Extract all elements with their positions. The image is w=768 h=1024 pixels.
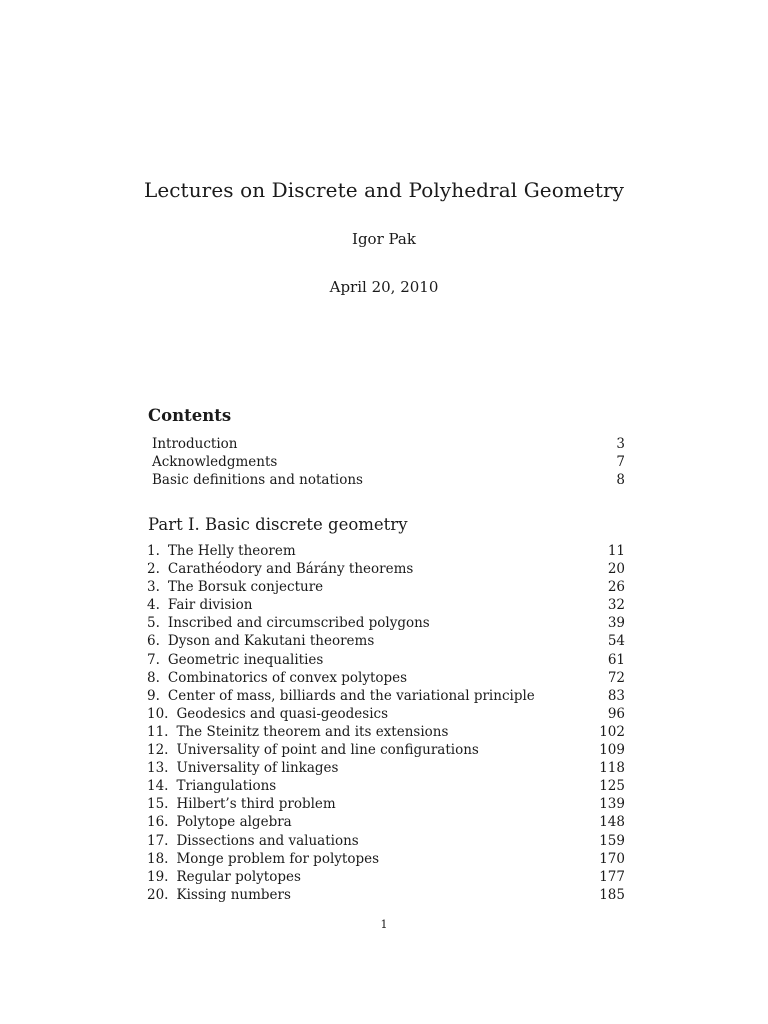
front-matter-list xyxy=(152,435,625,489)
toc-chapter-entry xyxy=(147,687,625,705)
toc-chapter-page: 118 xyxy=(599,760,625,777)
toc-chapter-entry xyxy=(147,741,625,759)
toc-chapter-title: Dissections and valuations xyxy=(176,832,359,849)
toc-chapter-entry xyxy=(147,759,625,777)
toc-chapter-title: Regular polytopes xyxy=(176,868,301,885)
toc-entry xyxy=(152,471,625,489)
toc-chapter-entry xyxy=(147,542,625,560)
toc-chapter-entry xyxy=(147,578,625,596)
toc-chapter-page: 185 xyxy=(599,886,625,903)
toc-entry xyxy=(152,453,625,471)
toc-chapter-page: 39 xyxy=(607,615,625,632)
toc-chapter-left xyxy=(147,723,448,741)
toc-chapter-page: 72 xyxy=(607,669,625,686)
toc-chapter-number: 2. xyxy=(147,561,160,578)
page-number: 1 xyxy=(380,918,388,931)
toc-chapter-number: 17. xyxy=(147,832,169,849)
toc-chapter-left xyxy=(147,777,276,795)
toc-chapter-number: 8. xyxy=(147,669,160,686)
toc-chapter-number: 4. xyxy=(147,597,160,614)
toc-chapter-page: 26 xyxy=(607,579,625,596)
toc-chapter-number: 15. xyxy=(147,796,169,813)
document-author: Igor Pak xyxy=(352,230,416,248)
toc-chapter-page: 96 xyxy=(607,705,625,722)
toc-chapter-title: Carathéodory and Bárány theorems xyxy=(167,561,414,578)
toc-chapter-left xyxy=(147,651,323,669)
toc-chapter-entry xyxy=(147,705,625,723)
toc-chapter-title: Universality of linkages xyxy=(176,760,339,777)
toc-chapter-entry xyxy=(147,886,625,904)
toc-chapter-left xyxy=(147,687,535,705)
toc-chapter-page: 159 xyxy=(599,832,625,849)
toc-chapter-left xyxy=(147,868,301,886)
toc-chapter-number: 13. xyxy=(147,760,169,777)
toc-chapter-entry xyxy=(147,868,625,886)
toc-chapter-page: 109 xyxy=(599,742,625,759)
toc-chapter-number: 1. xyxy=(147,543,160,559)
toc-chapter-entry xyxy=(147,596,625,614)
toc-chapter-title: Monge problem for polytopes xyxy=(176,850,380,867)
toc-chapter-title: The Helly theorem xyxy=(167,543,296,559)
toc-chapter-left xyxy=(147,560,413,578)
toc-chapter-page: 177 xyxy=(599,868,625,885)
toc-chapter-title: Hilbert’s third problem xyxy=(176,796,336,813)
toc-chapter-left xyxy=(147,741,479,759)
toc-chapter-left xyxy=(147,542,296,560)
toc-chapter-page: 170 xyxy=(599,850,625,867)
document-date: April 20, 2010 xyxy=(329,278,439,296)
toc-chapter-left xyxy=(147,759,338,777)
toc-chapter-title: Geometric inequalities xyxy=(167,651,324,668)
toc-chapter-page: 61 xyxy=(607,651,625,668)
toc-chapter-title: Universality of point and line configurations xyxy=(176,742,479,759)
chapter-list xyxy=(147,542,625,904)
toc-chapter-number: 5. xyxy=(147,615,160,632)
toc-chapter-title: Kissing numbers xyxy=(176,886,291,903)
toc-entry-page: 7 xyxy=(616,454,625,470)
toc-chapter-entry xyxy=(147,560,625,578)
toc-chapter-number: 18. xyxy=(147,850,169,867)
toc-chapter-title: The Steinitz theorem and its extensions xyxy=(176,723,449,740)
toc-chapter-title: Combinatorics of convex polytopes xyxy=(167,669,408,686)
toc-chapter-title: Polytope algebra xyxy=(176,814,292,831)
toc-chapter-page: 54 xyxy=(607,633,625,650)
toc-entry-title: Introduction xyxy=(152,436,238,452)
toc-chapter-title: Triangulations xyxy=(176,778,277,795)
toc-chapter-number: 19. xyxy=(147,868,169,885)
toc-chapter-page: 83 xyxy=(607,687,625,704)
toc-chapter-entry xyxy=(147,632,625,650)
toc-chapter-number: 14. xyxy=(147,778,169,795)
toc-chapter-page: 102 xyxy=(599,723,625,740)
toc-chapter-entry xyxy=(147,777,625,795)
toc-chapter-entry xyxy=(147,850,625,868)
toc-chapter-left xyxy=(147,614,430,632)
toc-chapter-left xyxy=(147,632,374,650)
toc-chapter-entry xyxy=(147,723,625,741)
toc-chapter-number: 12. xyxy=(147,742,169,759)
toc-chapter-page: 125 xyxy=(599,778,625,795)
toc-chapter-title: Center of mass, billiards and the variational principle xyxy=(167,687,535,704)
toc-chapter-left xyxy=(147,886,291,904)
toc-chapter-number: 3. xyxy=(147,579,160,596)
toc-chapter-left xyxy=(147,596,252,614)
toc-chapter-entry xyxy=(147,813,625,831)
toc-chapter-number: 10. xyxy=(147,705,169,722)
toc-chapter-page: 20 xyxy=(607,561,625,578)
toc-chapter-number: 11. xyxy=(147,723,169,740)
toc-chapter-entry xyxy=(147,614,625,632)
toc-chapter-entry xyxy=(147,651,625,669)
toc-chapter-page: 11 xyxy=(607,543,625,559)
document-title: Lectures on Discrete and Polyhedral Geometry xyxy=(143,178,625,202)
toc-chapter-page: 148 xyxy=(599,814,625,831)
toc-chapter-number: 20. xyxy=(147,886,169,903)
toc-chapter-title: The Borsuk conjecture xyxy=(167,579,324,596)
toc-chapter-left xyxy=(147,705,388,723)
toc-chapter-number: 7. xyxy=(147,651,160,668)
toc-chapter-title: Inscribed and circumscribed polygons xyxy=(167,615,430,632)
toc-chapter-page: 32 xyxy=(607,597,625,614)
toc-entry xyxy=(152,435,625,453)
toc-chapter-left xyxy=(147,795,336,813)
toc-chapter-left xyxy=(147,813,292,831)
toc-chapter-left xyxy=(147,850,379,868)
toc-chapter-left xyxy=(147,578,323,596)
toc-chapter-entry xyxy=(147,795,625,813)
contents-heading: Contents xyxy=(148,406,232,425)
toc-chapter-number: 9. xyxy=(147,687,160,704)
toc-entry-page: 3 xyxy=(616,436,625,452)
toc-entry-page: 8 xyxy=(616,472,625,488)
toc-chapter-page: 139 xyxy=(599,796,625,813)
toc-chapter-left xyxy=(147,669,407,687)
toc-chapter-title: Dyson and Kakutani theorems xyxy=(167,633,375,650)
toc-entry-title: Acknowledgments xyxy=(152,454,278,470)
toc-entry-title: Basic definitions and notations xyxy=(152,472,363,488)
part-heading: Part I. Basic discrete geometry xyxy=(148,515,408,534)
toc-chapter-entry xyxy=(147,832,625,850)
toc-chapter-number: 6. xyxy=(147,633,160,650)
toc-chapter-entry xyxy=(147,669,625,687)
toc-chapter-title: Fair division xyxy=(167,597,253,614)
toc-chapter-title: Geodesics and quasi-geodesics xyxy=(176,705,389,722)
toc-chapter-left xyxy=(147,832,359,850)
toc-chapter-number: 16. xyxy=(147,814,169,831)
